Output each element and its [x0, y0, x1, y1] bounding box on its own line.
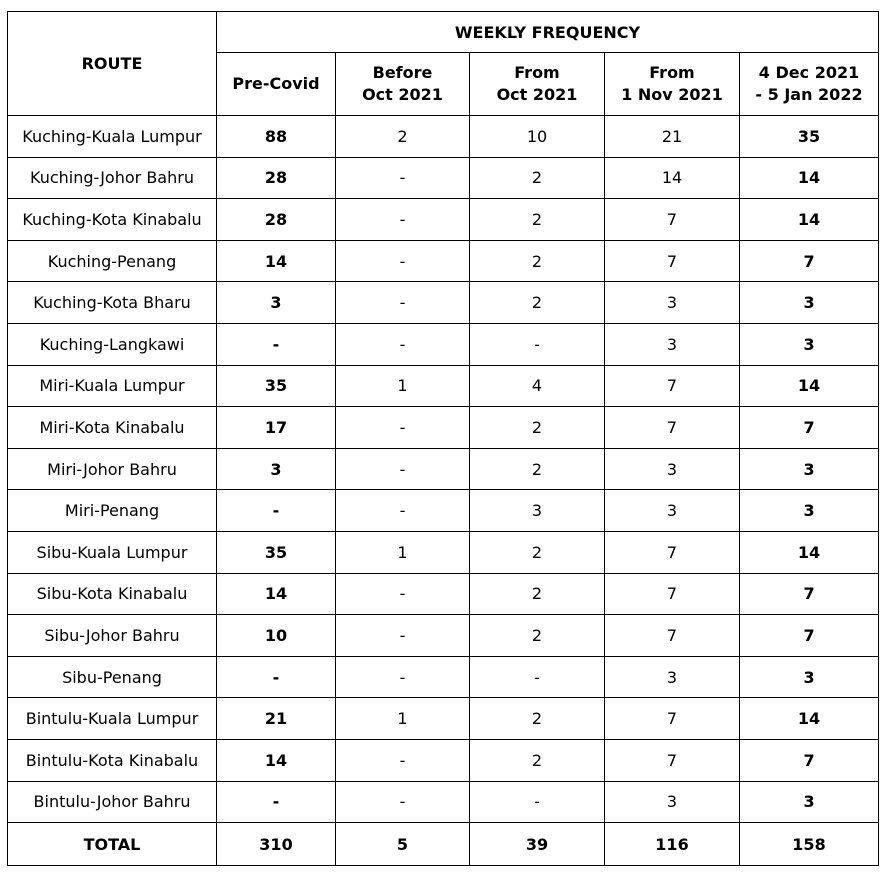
frequency-cell: 28: [217, 157, 336, 199]
table-row: [8, 282, 879, 324]
table-row: [8, 573, 879, 615]
total-cell: 310: [217, 823, 336, 866]
frequency-cell: -: [336, 739, 470, 781]
frequency-cell: 14: [217, 240, 336, 282]
route-cell: Sibu-Johor Bahru: [8, 615, 217, 657]
col-header-line: Before: [372, 63, 433, 82]
col-header-from-nov: [605, 53, 740, 116]
table-row: [8, 615, 879, 657]
route-cell: Miri-Kota Kinabalu: [8, 407, 217, 449]
frequency-cell: 3: [605, 490, 740, 532]
route-cell: Kuching-Penang: [8, 240, 217, 282]
frequency-cell: 2: [470, 240, 605, 282]
route-cell: Bintulu-Kuala Lumpur: [8, 698, 217, 740]
frequency-cell: 88: [217, 116, 336, 158]
route-cell: Miri-Penang: [8, 490, 217, 532]
frequency-cell: 7: [605, 573, 740, 615]
col-header-before-oct: [336, 53, 470, 116]
col-header-line: 4 Dec 2021: [758, 63, 860, 82]
frequency-cell: -: [217, 656, 336, 698]
frequency-cell: -: [336, 240, 470, 282]
table-row: [8, 157, 879, 199]
frequency-cell: 28: [217, 199, 336, 241]
col-header-line: Oct 2021: [362, 85, 443, 104]
frequency-cell: 2: [470, 531, 605, 573]
frequency-cell: -: [217, 490, 336, 532]
route-header: ROUTE: [8, 12, 217, 116]
frequency-cell: 35: [740, 116, 879, 158]
frequency-cell: 2: [470, 615, 605, 657]
total-label: TOTAL: [8, 823, 217, 866]
col-header-from-oct: [470, 53, 605, 116]
frequency-cell: -: [336, 656, 470, 698]
frequency-cell: -: [470, 781, 605, 823]
route-cell: Kuching-Johor Bahru: [8, 157, 217, 199]
frequency-cell: -: [336, 199, 470, 241]
frequency-cell: 10: [470, 116, 605, 158]
frequency-cell: 3: [217, 448, 336, 490]
frequency-cell: -: [336, 615, 470, 657]
frequency-cell: 14: [740, 698, 879, 740]
frequency-cell: 7: [605, 698, 740, 740]
frequency-cell: -: [336, 573, 470, 615]
frequency-cell: 7: [605, 365, 740, 407]
frequency-cell: -: [336, 490, 470, 532]
frequency-cell: 17: [217, 407, 336, 449]
frequency-cell: 2: [470, 282, 605, 324]
frequency-cell: 1: [336, 698, 470, 740]
total-row: [8, 823, 879, 866]
route-cell: Kuching-Kota Bharu: [8, 282, 217, 324]
col-header-dec-jan: [740, 53, 879, 116]
frequency-cell: 3: [740, 448, 879, 490]
table-row: [8, 490, 879, 532]
weekly-frequency-table: [7, 11, 879, 866]
frequency-cell: 3: [740, 656, 879, 698]
frequency-cell: 3: [605, 282, 740, 324]
frequency-cell: 7: [740, 240, 879, 282]
frequency-cell: 7: [740, 615, 879, 657]
col-header-line: Pre-Covid: [232, 74, 320, 93]
table-row: [8, 531, 879, 573]
frequency-cell: -: [336, 407, 470, 449]
table-row: [8, 407, 879, 449]
col-header-line: Oct 2021: [496, 85, 578, 104]
route-cell: Kuching-Kuala Lumpur: [8, 116, 217, 158]
col-header-line: From: [649, 63, 695, 82]
weekly-frequency-header: WEEKLY FREQUENCY: [217, 12, 879, 53]
frequency-cell: 3: [740, 781, 879, 823]
table-row: [8, 240, 879, 282]
frequency-cell: 7: [740, 407, 879, 449]
frequency-cell: 2: [470, 407, 605, 449]
table-row: [8, 656, 879, 698]
frequency-cell: 7: [605, 615, 740, 657]
frequency-cell: 4: [470, 365, 605, 407]
frequency-cell: 3: [605, 656, 740, 698]
col-header-line: 1 Nov 2021: [621, 85, 723, 104]
frequency-cell: -: [336, 448, 470, 490]
frequency-cell: 2: [336, 116, 470, 158]
frequency-cell: 7: [605, 240, 740, 282]
frequency-cell: 2: [470, 448, 605, 490]
frequency-cell: 3: [605, 323, 740, 365]
frequency-cell: 7: [740, 739, 879, 781]
total-cell: 158: [740, 823, 879, 866]
frequency-cell: 7: [605, 739, 740, 781]
frequency-cell: 2: [470, 698, 605, 740]
frequency-cell: 3: [740, 490, 879, 532]
frequency-cell: 3: [470, 490, 605, 532]
route-cell: Kuching-Kota Kinabalu: [8, 199, 217, 241]
frequency-cell: 14: [740, 365, 879, 407]
frequency-cell: -: [470, 323, 605, 365]
frequency-cell: 2: [470, 739, 605, 781]
frequency-cell: 2: [470, 199, 605, 241]
frequency-cell: -: [470, 656, 605, 698]
total-cell: 116: [605, 823, 740, 866]
frequency-cell: 7: [605, 199, 740, 241]
frequency-cell: 35: [217, 531, 336, 573]
frequency-cell: -: [336, 157, 470, 199]
table-row: [8, 199, 879, 241]
frequency-cell: -: [217, 781, 336, 823]
frequency-cell: -: [217, 323, 336, 365]
frequency-cell: 3: [605, 448, 740, 490]
table-row: [8, 365, 879, 407]
route-cell: Sibu-Kuala Lumpur: [8, 531, 217, 573]
frequency-cell: 2: [470, 573, 605, 615]
frequency-cell: 2: [470, 157, 605, 199]
table-body: [8, 116, 879, 823]
frequency-cell: -: [336, 282, 470, 324]
table-row: [8, 739, 879, 781]
route-cell: Miri-Kuala Lumpur: [8, 365, 217, 407]
frequency-cell: 7: [740, 573, 879, 615]
table-row: [8, 698, 879, 740]
frequency-cell: 10: [217, 615, 336, 657]
frequency-cell: 7: [605, 531, 740, 573]
frequency-cell: -: [336, 323, 470, 365]
frequency-cell: 35: [217, 365, 336, 407]
frequency-cell: 14: [605, 157, 740, 199]
frequency-cell: 1: [336, 365, 470, 407]
frequency-cell: 3: [740, 282, 879, 324]
route-cell: Bintulu-Johor Bahru: [8, 781, 217, 823]
frequency-cell: 14: [217, 573, 336, 615]
route-cell: Sibu-Kota Kinabalu: [8, 573, 217, 615]
route-cell: Sibu-Penang: [8, 656, 217, 698]
frequency-cell: 14: [740, 199, 879, 241]
col-header-line: From: [514, 63, 560, 82]
frequency-cell: 21: [217, 698, 336, 740]
col-header-pre-covid: [217, 53, 336, 116]
route-cell: Miri-Johor Bahru: [8, 448, 217, 490]
frequency-cell: 14: [740, 157, 879, 199]
total-cell: 5: [336, 823, 470, 866]
frequency-cell: 1: [336, 531, 470, 573]
table-row: [8, 116, 879, 158]
frequency-cell: 14: [740, 531, 879, 573]
total-cell: 39: [470, 823, 605, 866]
col-header-line: - 5 Jan 2022: [755, 85, 863, 104]
route-cell: Kuching-Langkawi: [8, 323, 217, 365]
frequency-cell: 21: [605, 116, 740, 158]
frequency-cell: 3: [740, 323, 879, 365]
table-row: [8, 781, 879, 823]
table-row: [8, 448, 879, 490]
route-cell: Bintulu-Kota Kinabalu: [8, 739, 217, 781]
frequency-cell: 3: [217, 282, 336, 324]
frequency-cell: 14: [217, 739, 336, 781]
table-row: [8, 323, 879, 365]
frequency-cell: 3: [605, 781, 740, 823]
frequency-cell: -: [336, 781, 470, 823]
frequency-cell: 7: [605, 407, 740, 449]
